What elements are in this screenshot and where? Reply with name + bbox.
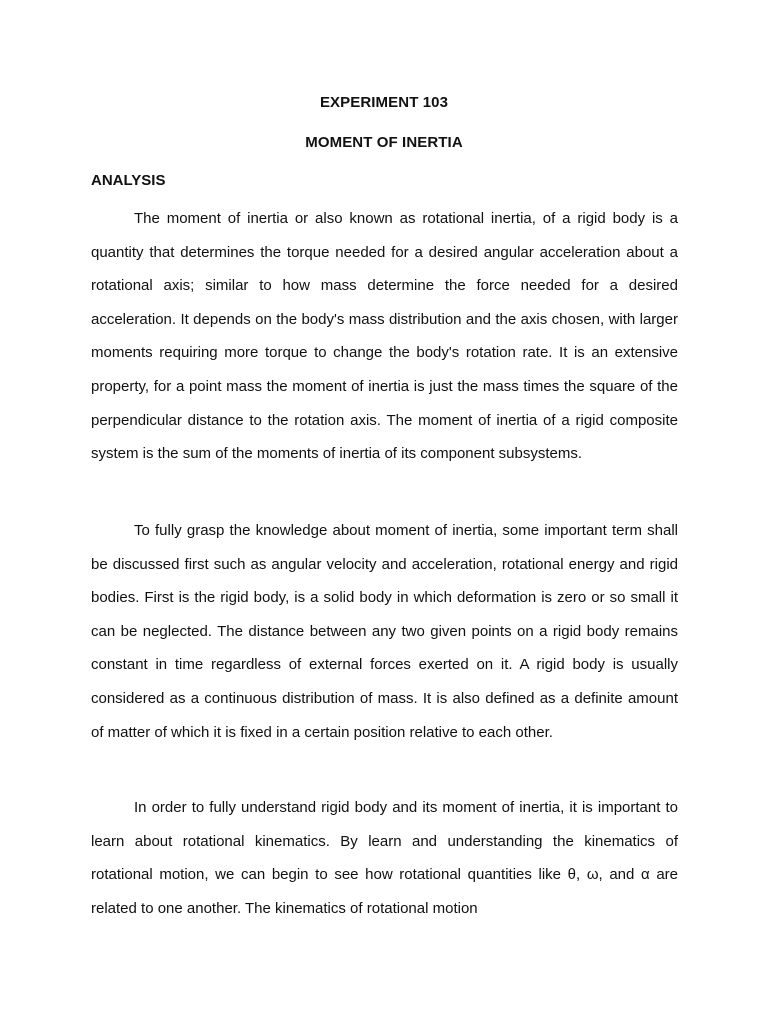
document-title: EXPERIMENT 103 xyxy=(319,94,449,111)
paragraph-1: The moment of inertia or also known as rotational inertia, of a rigid body is a quantity that determines the torque needed for a desired angular acceleration about a rotational axis; similar to how mass determine the force needed for a desired acceleration. It depends on the body's mass distribution and the axis chosen, with larger moments requiring more torque to change the body's rotation rate. It is an extensive property, for a point mass the moment of inertia is just the mass times the square of the perpendicular distance to the rotation axis. The moment of inertia of a rigid composite system is the sum of the moments of inertia of its component subsystems. xyxy=(91,210,678,463)
paragraph-2: To fully grasp the knowledge about moment of inertia, some important term shall be discussed first such as angular velocity and acceleration, rotational energy and rigid bodies. First is the rigid body, is a solid body in which deformation is zero or so small it can be neglected. The distance between any two given points on a rigid body remains constant in time regardless of external forces exerted on it. A rigid body is usually considered as a continuous distribution of mass. It is also defined as a definite amount of matter of which it is fixed in a certain position relative to each other. xyxy=(91,522,678,741)
document-subtitle: MOMENT OF INERTIA xyxy=(305,134,463,151)
paragraph-3: In order to fully understand rigid body and its moment of inertia, it is important to learn about rotational kinematics. By learn and understanding the kinematics of rotational motion, we can begin to see how rotational quantities like θ, ω, and α are related to one another. The kinematics of rotational motion xyxy=(91,799,678,917)
section-heading-analysis: ANALYSIS xyxy=(91,172,166,189)
